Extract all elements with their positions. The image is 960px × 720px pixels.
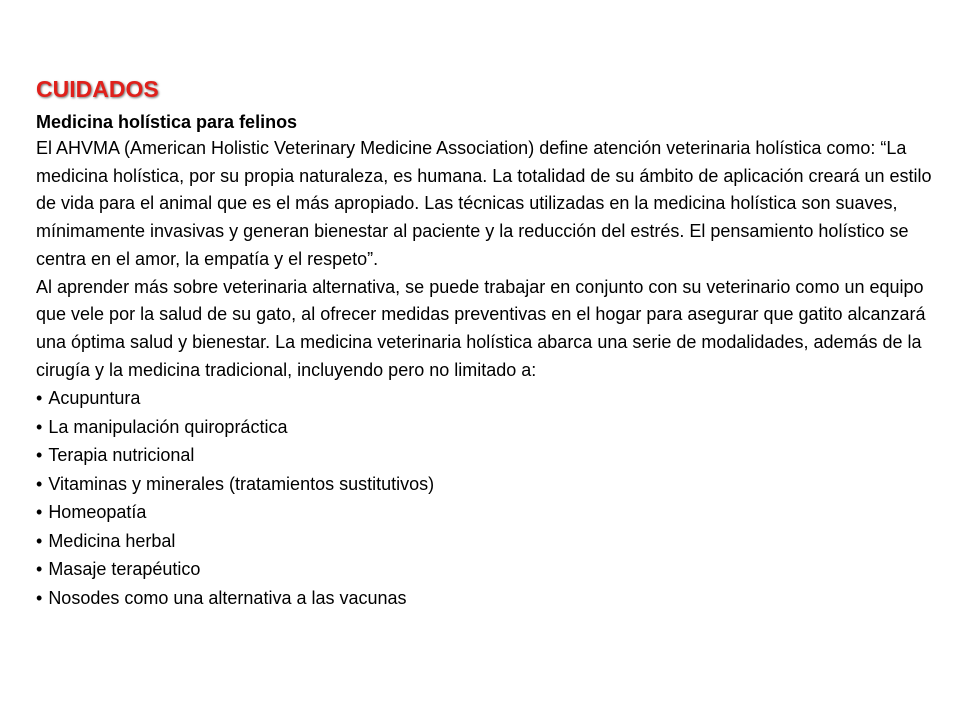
list-item: [36, 555, 936, 584]
list-item-label: Vitaminas y minerales (tratamientos sustitutivos): [48, 473, 435, 494]
bullet-icon: •: [36, 473, 43, 494]
list-item-label: Terapia nutricional: [48, 445, 195, 466]
list-item-label: Homeopatía: [48, 502, 147, 523]
bullet-icon: •: [36, 388, 43, 409]
paragraph-alternative: Al aprender más sobre veterinaria alternativa, se puede trabajar en conjunto con su veterinario como un equipo que vele por la salud de su gato, al ofrecer medidas preventivas en el hogar para asegurar que gatito alcanzará una óptima salud y bienestar. La medicina veterinaria holística abarca una serie de modalidades, además de la cirugía y la medicina tradicional, incluyendo pero no limitado a:: [36, 276, 926, 380]
bullet-icon: •: [36, 445, 43, 466]
list-item: [36, 441, 936, 470]
list-item: [36, 413, 936, 442]
bullet-icon: •: [36, 530, 43, 551]
list-item-label: Medicina herbal: [48, 530, 176, 551]
list-item: [36, 527, 936, 556]
list-item: [36, 384, 936, 413]
list-item: [36, 584, 936, 613]
list-item: [36, 470, 936, 499]
bullet-icon: •: [36, 587, 43, 608]
slide-title: CUIDADOS: [36, 76, 159, 102]
slide-content: [36, 74, 936, 612]
slide-subtitle: Medicina holística para felinos: [36, 112, 298, 132]
list-item: [36, 498, 936, 527]
paragraph-definition: El AHVMA (American Holistic Veterinary Medicine Association) define atención veterinaria holística como: “La medicina holística, por su propia naturaleza, es humana. La totalidad de su ámbito de aplicación creará un estilo de vida para el animal que es el más apropiado. Las técnicas utilizadas en la medicina holística son suaves, mínimamente invasivas y generan bienestar al paciente y la reducción del estrés. El pensamiento holístico se centra en el amor, la empatía y el respeto”.: [36, 138, 932, 269]
list-item-label: La manipulación quiropráctica: [48, 416, 288, 437]
modalities-list: [36, 384, 936, 612]
bullet-icon: •: [36, 559, 43, 580]
list-item-label: Acupuntura: [48, 388, 141, 409]
bullet-icon: •: [36, 416, 43, 437]
list-item-label: Masaje terapéutico: [48, 559, 201, 580]
list-item-label: Nosodes como una alternativa a las vacunas: [48, 587, 407, 608]
bullet-icon: •: [36, 502, 43, 523]
